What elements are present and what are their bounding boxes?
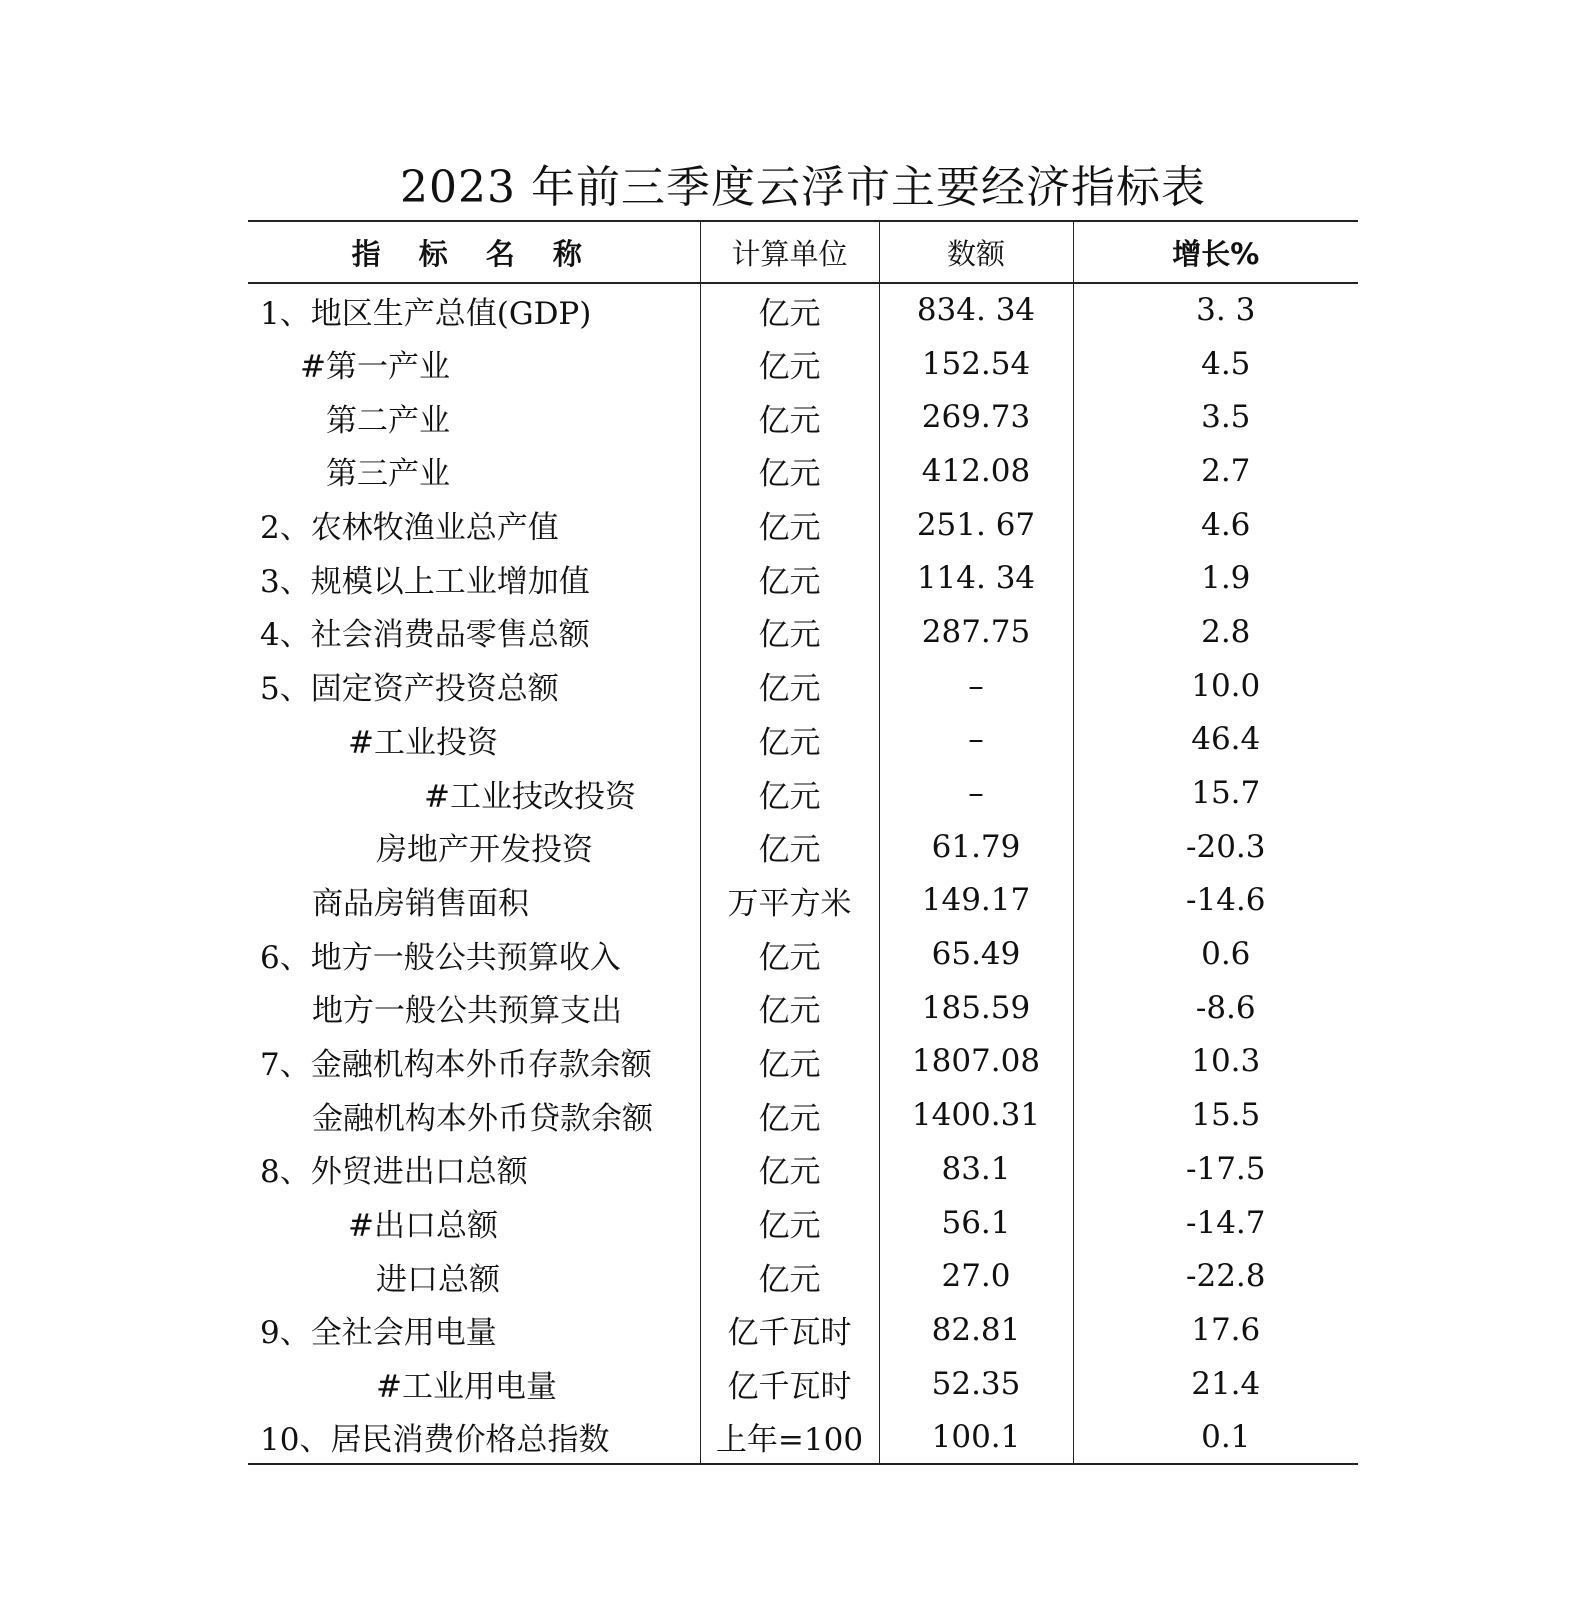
table-row (248, 1410, 1358, 1464)
indicator-name-cell: 3、规模以上工业增加值 (248, 551, 700, 605)
amount-cell: – (879, 713, 1073, 767)
indicator-name-cell: #第一产业 (248, 337, 700, 391)
growth-cell: 15.7 (1191, 775, 1261, 812)
table-row (248, 390, 1358, 444)
table-row (248, 766, 1358, 820)
growth-cell: -14.6 (1186, 882, 1266, 919)
growth-cell: 10.3 (1191, 1043, 1261, 1080)
amount-cell: 149.17 (879, 874, 1073, 928)
indicator-name-cell: 地方一般公共预算支出 (248, 981, 700, 1035)
growth-cell: -8.6 (1195, 989, 1256, 1026)
growth-cell: -14.7 (1186, 1204, 1266, 1241)
unit-cell: 亿元 (700, 1035, 879, 1089)
indicator-table (248, 220, 1358, 1465)
growth-cell: 4.6 (1201, 506, 1251, 543)
amount-cell: 152.54 (879, 337, 1073, 391)
indicator-name-cell: 商品房销售面积 (248, 874, 700, 928)
table-body (248, 283, 1358, 1464)
header-amount: 数额 (879, 221, 1073, 283)
amount-cell: – (879, 659, 1073, 713)
indicator-name-cell: #出口总额 (248, 1196, 700, 1250)
document-page (248, 162, 1358, 1465)
table-row (248, 337, 1358, 391)
amount-cell: 1400.31 (879, 1088, 1073, 1142)
table-row (248, 820, 1358, 874)
unit-cell: 亿元 (700, 337, 879, 391)
unit-cell: 亿元 (700, 551, 879, 605)
unit-cell: 亿千瓦时 (700, 1303, 879, 1357)
table-row (248, 659, 1358, 713)
indicator-name-cell: #工业技改投资 (248, 766, 700, 820)
indicator-name-cell: 6、地方一般公共预算收入 (248, 927, 700, 981)
amount-cell: 83.1 (879, 1142, 1073, 1196)
amount-cell: 82.81 (879, 1303, 1073, 1357)
table-row (248, 283, 1358, 337)
amount-cell: 65.49 (879, 927, 1073, 981)
amount-cell: 269.73 (879, 390, 1073, 444)
unit-cell: 亿千瓦时 (700, 1357, 879, 1411)
amount-cell: 834. 34 (879, 283, 1073, 337)
growth-cell: 46.4 (1191, 721, 1261, 758)
unit-cell: 亿元 (700, 981, 879, 1035)
unit-cell: 万平方米 (700, 874, 879, 928)
indicator-name-cell: 9、全社会用电量 (248, 1303, 700, 1357)
indicator-name-cell: 1、地区生产总值(GDP) (248, 283, 700, 337)
indicator-name-cell: 第三产业 (248, 444, 700, 498)
table-row (248, 874, 1358, 928)
unit-cell: 亿元 (700, 444, 879, 498)
unit-cell: 亿元 (700, 1249, 879, 1303)
amount-cell: 251. 67 (879, 498, 1073, 552)
table-row (248, 605, 1358, 659)
unit-cell: 亿元 (700, 283, 879, 337)
amount-cell: 287.75 (879, 605, 1073, 659)
indicator-name-cell: 房地产开发投资 (248, 820, 700, 874)
table-row (248, 981, 1358, 1035)
growth-cell: 15.5 (1191, 1097, 1261, 1134)
growth-cell: 21.4 (1191, 1365, 1261, 1402)
growth-cell: 3. 3 (1196, 292, 1256, 329)
unit-cell: 亿元 (700, 1142, 879, 1196)
amount-cell: 100.1 (879, 1410, 1073, 1464)
growth-cell: -20.3 (1186, 828, 1266, 865)
header-indicator-name: 指 标 名 称 (248, 221, 700, 283)
amount-cell: – (879, 766, 1073, 820)
indicator-name-cell: 7、金融机构本外币存款余额 (248, 1035, 700, 1089)
amount-cell: 185.59 (879, 981, 1073, 1035)
indicator-name-cell: 2、农林牧渔业总产值 (248, 498, 700, 552)
table-row (248, 1035, 1358, 1089)
table-row (248, 713, 1358, 767)
growth-cell: 4.5 (1201, 345, 1251, 382)
growth-cell: 0.6 (1201, 936, 1251, 973)
table-row (248, 1142, 1358, 1196)
indicator-name-cell: 8、外贸进出口总额 (248, 1142, 700, 1196)
indicator-name-cell: 第二产业 (248, 390, 700, 444)
indicator-name-cell: #工业投资 (248, 713, 700, 767)
table-row (248, 444, 1358, 498)
document-title: 2023 年前三季度云浮市主要经济指标表 (400, 162, 1206, 213)
amount-cell: 114. 34 (879, 551, 1073, 605)
unit-cell: 亿元 (700, 390, 879, 444)
amount-cell: 61.79 (879, 820, 1073, 874)
growth-cell: 1.9 (1201, 560, 1251, 597)
table-row (248, 1303, 1358, 1357)
unit-cell: 亿元 (700, 1196, 879, 1250)
growth-cell: 10.0 (1191, 667, 1261, 704)
indicator-name-cell: 进口总额 (248, 1249, 700, 1303)
growth-cell: -17.5 (1186, 1150, 1266, 1187)
unit-cell: 亿元 (700, 820, 879, 874)
table-row (248, 927, 1358, 981)
indicator-name-cell: #工业用电量 (248, 1357, 700, 1411)
table-row (248, 551, 1358, 605)
indicator-name-cell: 4、社会消费品零售总额 (248, 605, 700, 659)
header-growth: 增长% (1073, 221, 1358, 283)
amount-cell: 1807.08 (879, 1035, 1073, 1089)
unit-cell: 亿元 (700, 713, 879, 767)
amount-cell: 56.1 (879, 1196, 1073, 1250)
table-row (248, 1357, 1358, 1411)
unit-cell: 亿元 (700, 927, 879, 981)
amount-cell: 27.0 (879, 1249, 1073, 1303)
table-row (248, 1196, 1358, 1250)
unit-cell: 亿元 (700, 1088, 879, 1142)
amount-cell: 412.08 (879, 444, 1073, 498)
growth-cell: -22.8 (1186, 1258, 1266, 1295)
indicator-name-cell: 5、固定资产投资总额 (248, 659, 700, 713)
table-row (248, 1249, 1358, 1303)
table-header-row (248, 221, 1358, 283)
table-row (248, 1088, 1358, 1142)
header-unit: 计算单位 (700, 221, 879, 283)
unit-cell: 亿元 (700, 766, 879, 820)
amount-cell: 52.35 (879, 1357, 1073, 1411)
growth-cell: 0.1 (1073, 1410, 1358, 1464)
table-row (248, 498, 1358, 552)
indicator-name-cell: 10、居民消费价格总指数 (248, 1410, 700, 1464)
unit-cell: 上年=100 (700, 1410, 879, 1464)
indicator-name-cell: 金融机构本外币贷款余额 (248, 1088, 700, 1142)
growth-cell: 2.7 (1201, 452, 1251, 489)
growth-cell: 3.5 (1201, 399, 1251, 436)
unit-cell: 亿元 (700, 659, 879, 713)
growth-cell: 17.6 (1191, 1311, 1261, 1348)
growth-cell: 2.8 (1201, 613, 1251, 650)
unit-cell: 亿元 (700, 498, 879, 552)
unit-cell: 亿元 (700, 605, 879, 659)
